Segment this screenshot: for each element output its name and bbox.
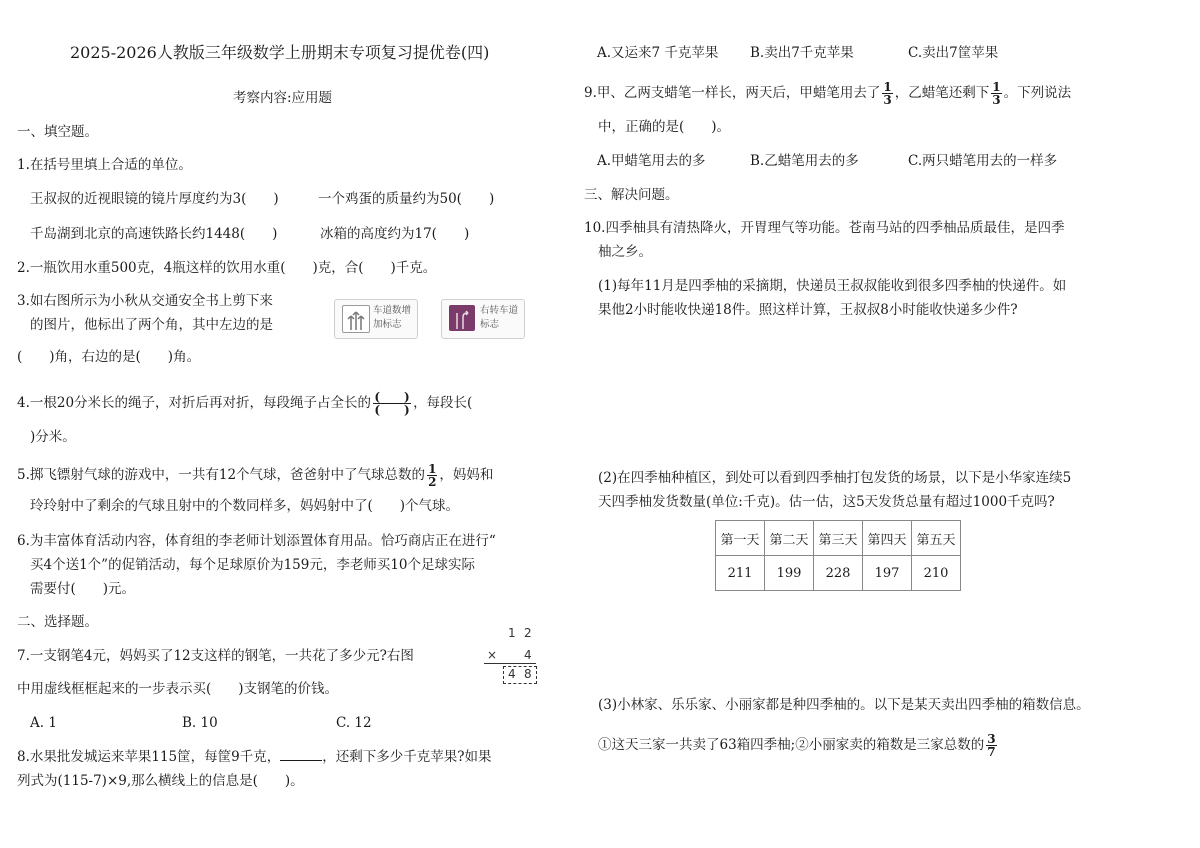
q5-post: ，妈妈和 [439,467,494,483]
shipment-table [715,520,961,591]
table-cell: 228 [814,556,863,591]
q1-stem: 1.在括号里填上合适的单位。 [17,157,192,173]
sign2-label-line1: 右转车道 [480,305,519,316]
q8-line2: 列式为(115-7)×9,那么横线上的信息是( )。 [17,773,304,789]
q8-option-a[interactable]: A.又运来7 千克苹果 [597,45,719,61]
q3-line1: 3.如右图所示为小秋从交通安全书上剪下来 [17,293,273,309]
q4-post: ，每段长( [413,395,473,411]
q5-pre: 5.掷飞镖射气球的游戏中，一共有12个气球，爸爸射中了气球总数的 [17,467,426,483]
q8-blank-line [280,748,322,761]
q10-line1: 10.四季柚具有清热降火，开胃理气等功能。苍南马站的四季柚品质最佳，是四季 [584,220,1065,236]
q5-fraction: $\frac{1}{2}$ [428,462,437,489]
mult-top-digit-2: 2 [524,626,532,640]
q5-line2: 玲玲射中了剩余的气球且射中的个数同样多，妈妈射中了( )个气球。 [30,498,460,514]
right-turn-lane-icon [449,305,475,331]
q9-fraction-2: $\frac{1}{3}$ [992,80,1001,107]
table-cell: 197 [863,556,912,591]
mult-result-digit-2: 8 [524,667,532,681]
q9-post: 。下列说法 [1003,85,1072,101]
q10-line2: 柚之乡。 [598,244,652,260]
q7-line2: 中用虚线框框起来的一步表示买( )支钢笔的价钱。 [17,681,339,697]
q10-part3-pre: ①这天三家一共卖了63箱四季柚;②小丽家卖的箱数是三家总数的 [598,737,985,753]
q3-line3: ( )角，右边的是( )角。 [17,349,201,365]
q1-item-c: 千岛湖到北京的高速铁路长约1448( ) [30,226,278,242]
table-header-cell: 第五天 [912,521,961,556]
right-turn-lane-sign [441,299,525,339]
q9-pre: 9.甲、乙两支蜡笔一样长，两天后，甲蜡笔用去了 [584,85,881,101]
mult-rule [484,663,536,664]
q6-line3: 需要付( )元。 [30,581,136,597]
table-cell: 211 [716,556,765,591]
q4-line1 [17,390,472,416]
table-header-cell: 第一天 [716,521,765,556]
q10-part1-line2: 果他2小时能收快递18件。照这样计算，王叔叔8小时能收快递多少件? [598,302,1018,318]
table-cell: 199 [765,556,814,591]
sign2-label-line2: 标志 [480,319,500,330]
table-header-cell: 第二天 [765,521,814,556]
section-fill-blank: 一、填空题。 [17,124,98,140]
q2-text: 2.一瓶饮用水重500克，4瓶这样的饮用水重( )克，合( )千克。 [17,260,437,276]
page-subtitle: 考察内容:应用题 [233,90,333,106]
q7-option-a[interactable]: A. 1 [30,715,57,731]
q4-line2: )分米。 [30,429,76,445]
q7-option-c[interactable]: C. 12 [336,715,372,731]
q10-part3-line1: (3)小林家、乐乐家、小丽家都是种四季柚的。以下是某天卖出四季柚的箱数信息。 [598,697,1090,713]
q7-option-b[interactable]: B. 10 [182,715,218,731]
q9-option-a[interactable]: A.甲蜡笔用去的多 [597,153,706,169]
q10-part2-line2: 天四季柚发货数量(单位:千克)。估一估，这5天发货总量有超过1000千克吗? [598,494,1055,510]
q9-line2: 中，正确的是( )。 [598,119,731,135]
q7-multiplication [484,626,540,686]
q8-line1 [17,748,492,766]
q9-line1 [584,80,1071,106]
sign1-label-line1: 车道数增 [373,305,412,316]
q5-line1 [17,462,493,488]
q8-pre: 8.水果批发城运来苹果115筐，每筐9千克， [17,749,281,765]
q9-fraction-1: $\frac{1}{3}$ [883,80,892,107]
q4-pre: 4.一根20分米长的绳子，对折后再对折，每段绳子占全长的 [17,395,372,411]
q6-line1: 6.为丰富体育活动内容，体育组的李老师计划添置体育用品。恰巧商店正在进行“ [17,533,496,549]
q1-item-b: 一个鸡蛋的质量约为50( ) [318,191,495,207]
mult-bottom-digit: 4 [524,648,532,662]
q6-line2: 买4个送1个”的促销活动，每个足球原价为159元，李老师买10个足球实际 [30,557,476,573]
q3-line2: 的图片，他标出了两个角，其中左边的是 [30,317,273,333]
q8-option-c[interactable]: C.卖出7筐苹果 [908,45,999,61]
q7-line1: 7.一支钢笔4元，妈妈买了12支这样的钢笔，一共花了多少元?右图 [17,648,414,664]
q10-part3-line2 [598,732,999,758]
page-title: 2025-2026人教版三年级数学上册期末专项复习提优卷(四) [70,43,490,62]
table-row [716,556,961,591]
lane-increase-sign [334,299,418,339]
table-cell: 210 [912,556,961,591]
mult-result-digit-1: 4 [508,667,516,681]
lane-increase-icon [342,305,370,333]
table-header-cell: 第四天 [863,521,912,556]
section-solve: 三、解决问题。 [584,187,679,203]
mult-top-digit-1: 1 [508,626,516,640]
sign1-label-line2: 加标志 [373,319,402,330]
q8-option-b[interactable]: B.卖出7千克苹果 [750,45,854,61]
table-header-cell: 第三天 [814,521,863,556]
q9-mid: ，乙蜡笔还剩下 [894,85,990,101]
table-header-row [716,521,961,556]
section-choice: 二、选择题。 [17,614,98,630]
q1-item-d: 冰箱的高度约为17( ) [320,226,470,242]
q10-part3-fraction: $\frac{3}{7}$ [987,732,996,759]
q1-item-a: 王叔叔的近视眼镜的镜片厚度约为3( ) [30,191,279,207]
q9-option-b[interactable]: B.乙蜡笔用去的多 [750,153,859,169]
q9-option-c[interactable]: C.两只蜡笔用去的一样多 [908,153,1058,169]
q4-blank-fraction: $\frac{( )}{( )}$ [374,390,410,417]
mult-times-sign: × [487,648,498,662]
q10-part2-line1: (2)在四季柚种植区，到处可以看到四季柚打包发货的场景，以下是小华家连续5 [598,470,1072,486]
q8-post: ，还剩下多少千克苹果?如果 [322,749,492,765]
q10-part1-line1: (1)每年11月是四季柚的采摘期，快递员王叔叔能收到很多四季柚的快递件。如 [598,278,1067,294]
